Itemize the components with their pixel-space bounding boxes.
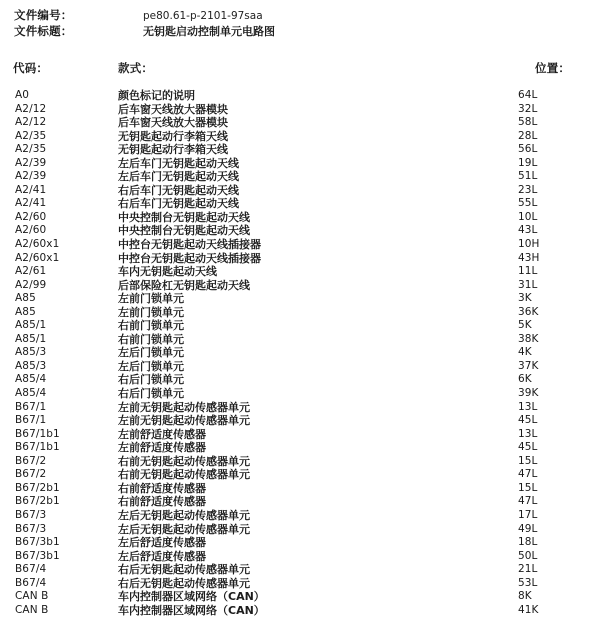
cell-style: 右前门锁单元 [118, 319, 184, 333]
cell-style: 右前舒适度传感器 [118, 495, 206, 509]
cell-style: 后部保险杠无钥匙起动天线 [118, 278, 250, 292]
cell-style: 左前门锁单元 [118, 292, 184, 306]
table-body [0, 89, 606, 617]
table-row [0, 577, 606, 591]
table-row [0, 550, 606, 564]
cell-code: B67/3b1 [15, 549, 60, 562]
table-row [0, 536, 606, 550]
cell-code: A85/1 [15, 319, 47, 332]
cell-position: 45L [518, 441, 538, 454]
table-row [0, 197, 606, 211]
cell-code: B67/3 [15, 508, 47, 521]
cell-position: 28L [518, 129, 538, 142]
cell-code: A85/4 [15, 387, 47, 400]
table-row [0, 346, 606, 360]
cell-code: A2/35 [15, 143, 47, 156]
cell-style: 右前舒适度传感器 [118, 481, 206, 495]
cell-code: A2/99 [15, 278, 47, 291]
table-row [0, 563, 606, 577]
cell-style: 右前无钥匙起动传感器单元 [118, 468, 250, 482]
cell-style: 右后车门无钥匙起动天线 [118, 197, 239, 211]
cell-position: 8K [518, 590, 532, 603]
cell-position: 13L [518, 400, 538, 413]
table-row [0, 103, 606, 117]
table-row [0, 184, 606, 198]
cell-style: 车内无钥匙起动天线 [118, 265, 217, 279]
cell-code: B67/2 [15, 454, 47, 467]
cell-position: 3K [518, 292, 532, 305]
cell-code: B67/2b1 [15, 495, 60, 508]
document-number-row [0, 7, 606, 23]
cell-position: 4K [518, 346, 532, 359]
cell-style: 后车窗天线放大器模块 [118, 116, 228, 130]
cell-code: A2/41 [15, 183, 47, 196]
cell-position: 58L [518, 116, 538, 129]
cell-style: 右后无钥匙起动传感器单元 [118, 576, 250, 590]
cell-code: B67/1 [15, 414, 47, 427]
cell-style: 颜色标记的说明 [118, 89, 195, 102]
table-row [0, 523, 606, 537]
cell-position: 55L [518, 197, 538, 210]
cell-style: 无钥匙起动行李箱天线 [118, 129, 228, 143]
cell-code: A2/41 [15, 197, 47, 210]
table-row [0, 468, 606, 482]
cell-style: 车内控制器区域网络（CAN） [118, 603, 265, 617]
cell-code: A85/4 [15, 373, 47, 386]
cell-code: A85 [15, 292, 36, 305]
cell-style: 左后车门无钥匙起动天线 [118, 156, 239, 170]
cell-style: 车内控制器区域网络（CAN） [118, 590, 265, 604]
cell-position: 10H [518, 238, 540, 251]
cell-code: A85/1 [15, 332, 47, 345]
cell-position: 56L [518, 143, 538, 156]
table-row [0, 360, 606, 374]
cell-position: 13L [518, 427, 538, 440]
column-header-position: 位置： [535, 61, 571, 75]
cell-code: A85/3 [15, 346, 47, 359]
cell-style: 右后车门无钥匙起动天线 [118, 183, 239, 197]
cell-position: 47L [518, 495, 538, 508]
cell-code: CAN B [15, 590, 49, 603]
cell-code: A2/39 [15, 156, 47, 169]
component-table [0, 61, 606, 617]
cell-position: 10L [518, 210, 538, 223]
cell-style: 左后无钥匙起动传感器单元 [118, 508, 250, 522]
table-row [0, 265, 606, 279]
table-row [0, 495, 606, 509]
cell-code: B67/3b1 [15, 536, 60, 549]
cell-style: 左前门锁单元 [118, 305, 184, 319]
cell-style: 右后无钥匙起动传感器单元 [118, 563, 250, 577]
table-row [0, 279, 606, 293]
table-row [0, 319, 606, 333]
cell-code: CAN B [15, 603, 49, 616]
table-row [0, 116, 606, 130]
cell-position: 53L [518, 576, 538, 589]
cell-position: 37K [518, 359, 539, 372]
cell-position: 23L [518, 183, 538, 196]
table-row [0, 482, 606, 496]
document-number-label: 文件编号： [14, 8, 73, 22]
cell-position: 51L [518, 170, 538, 183]
cell-style: 中控台无钥匙起动天线插接器 [118, 238, 261, 252]
cell-code: B67/2 [15, 468, 47, 481]
table-row [0, 292, 606, 306]
document-title-row [0, 23, 606, 39]
table-row [0, 455, 606, 469]
cell-style: 左后舒适度传感器 [118, 549, 206, 563]
cell-style: 左后舒适度传感器 [118, 536, 206, 550]
document-meta [0, 7, 606, 39]
table-row [0, 130, 606, 144]
document-title-label: 文件标题： [14, 24, 73, 38]
cell-position: 43L [518, 224, 538, 237]
cell-position: 50L [518, 549, 538, 562]
cell-style: 左后无钥匙起动传感器单元 [118, 522, 250, 536]
table-row [0, 387, 606, 401]
cell-code: B67/4 [15, 576, 47, 589]
cell-position: 21L [518, 563, 538, 576]
table-row [0, 89, 606, 103]
cell-style: 左前舒适度传感器 [118, 441, 206, 455]
column-header-style: 款式： [118, 61, 154, 75]
table-row [0, 211, 606, 225]
table-row [0, 509, 606, 523]
cell-code: A2/35 [15, 129, 47, 142]
cell-style: 右前无钥匙起动传感器单元 [118, 454, 250, 468]
cell-code: B67/1b1 [15, 441, 60, 454]
table-row [0, 306, 606, 320]
cell-code: B67/4 [15, 563, 47, 576]
cell-position: 19L [518, 156, 538, 169]
cell-code: A85/3 [15, 359, 47, 372]
cell-style: 左前舒适度传感器 [118, 427, 206, 441]
document-number-value: pe80.61-p-2101-97saa [143, 10, 263, 22]
cell-position: 31L [518, 278, 538, 291]
table-row [0, 401, 606, 415]
cell-position: 45L [518, 414, 538, 427]
cell-style: 中央控制台无钥匙起动天线 [118, 224, 250, 238]
cell-code: A0 [15, 89, 30, 101]
cell-position: 38K [518, 332, 539, 345]
table-row [0, 590, 606, 604]
table-row [0, 238, 606, 252]
cell-code: A85 [15, 305, 36, 318]
document-title-value: 无钥匙启动控制单元电路图 [143, 25, 275, 38]
cell-style: 中央控制台无钥匙起动天线 [118, 210, 250, 224]
cell-style: 右后门锁单元 [118, 373, 184, 387]
table-row [0, 414, 606, 428]
column-header-code: 代码： [13, 61, 49, 75]
cell-style: 中控台无钥匙起动天线插接器 [118, 251, 261, 265]
cell-style: 右前门锁单元 [118, 332, 184, 346]
table-header-row [0, 61, 606, 81]
cell-style: 左前无钥匙起动传感器单元 [118, 414, 250, 428]
cell-code: A2/12 [15, 116, 47, 129]
cell-code: A2/60 [15, 224, 47, 237]
table-row [0, 252, 606, 266]
cell-style: 左后门锁单元 [118, 359, 184, 373]
cell-position: 6K [518, 373, 532, 386]
cell-style: 左后门锁单元 [118, 346, 184, 360]
cell-code: B67/2b1 [15, 481, 60, 494]
table-row [0, 373, 606, 387]
cell-code: B67/1b1 [15, 427, 60, 440]
cell-position: 15L [518, 481, 538, 494]
cell-position: 47L [518, 468, 538, 481]
cell-code: A2/60x1 [15, 238, 60, 251]
cell-position: 17L [518, 508, 538, 521]
cell-position: 39K [518, 387, 539, 400]
cell-code: A2/60x1 [15, 251, 60, 264]
table-row [0, 333, 606, 347]
cell-position: 5K [518, 319, 532, 332]
cell-style: 无钥匙起动行李箱天线 [118, 143, 228, 157]
table-row [0, 143, 606, 157]
cell-position: 15L [518, 454, 538, 467]
cell-position: 41K [518, 603, 539, 616]
cell-style: 左前无钥匙起动传感器单元 [118, 400, 250, 414]
cell-position: 32L [518, 102, 538, 115]
table-row [0, 428, 606, 442]
cell-code: A2/12 [15, 102, 47, 115]
table-row [0, 170, 606, 184]
cell-style: 右后门锁单元 [118, 387, 184, 401]
cell-style: 左后车门无钥匙起动天线 [118, 170, 239, 184]
cell-position: 36K [518, 305, 539, 318]
cell-position: 43H [518, 251, 540, 264]
cell-position: 64L [518, 89, 538, 101]
table-row [0, 441, 606, 455]
cell-position: 49L [518, 522, 538, 535]
cell-code: B67/1 [15, 400, 47, 413]
cell-code: A2/39 [15, 170, 47, 183]
cell-position: 11L [518, 265, 538, 278]
cell-style: 后车窗天线放大器模块 [118, 102, 228, 116]
table-row [0, 157, 606, 171]
table-row [0, 224, 606, 238]
cell-code: B67/3 [15, 522, 47, 535]
cell-code: A2/61 [15, 265, 47, 278]
cell-code: A2/60 [15, 210, 47, 223]
cell-position: 18L [518, 536, 538, 549]
